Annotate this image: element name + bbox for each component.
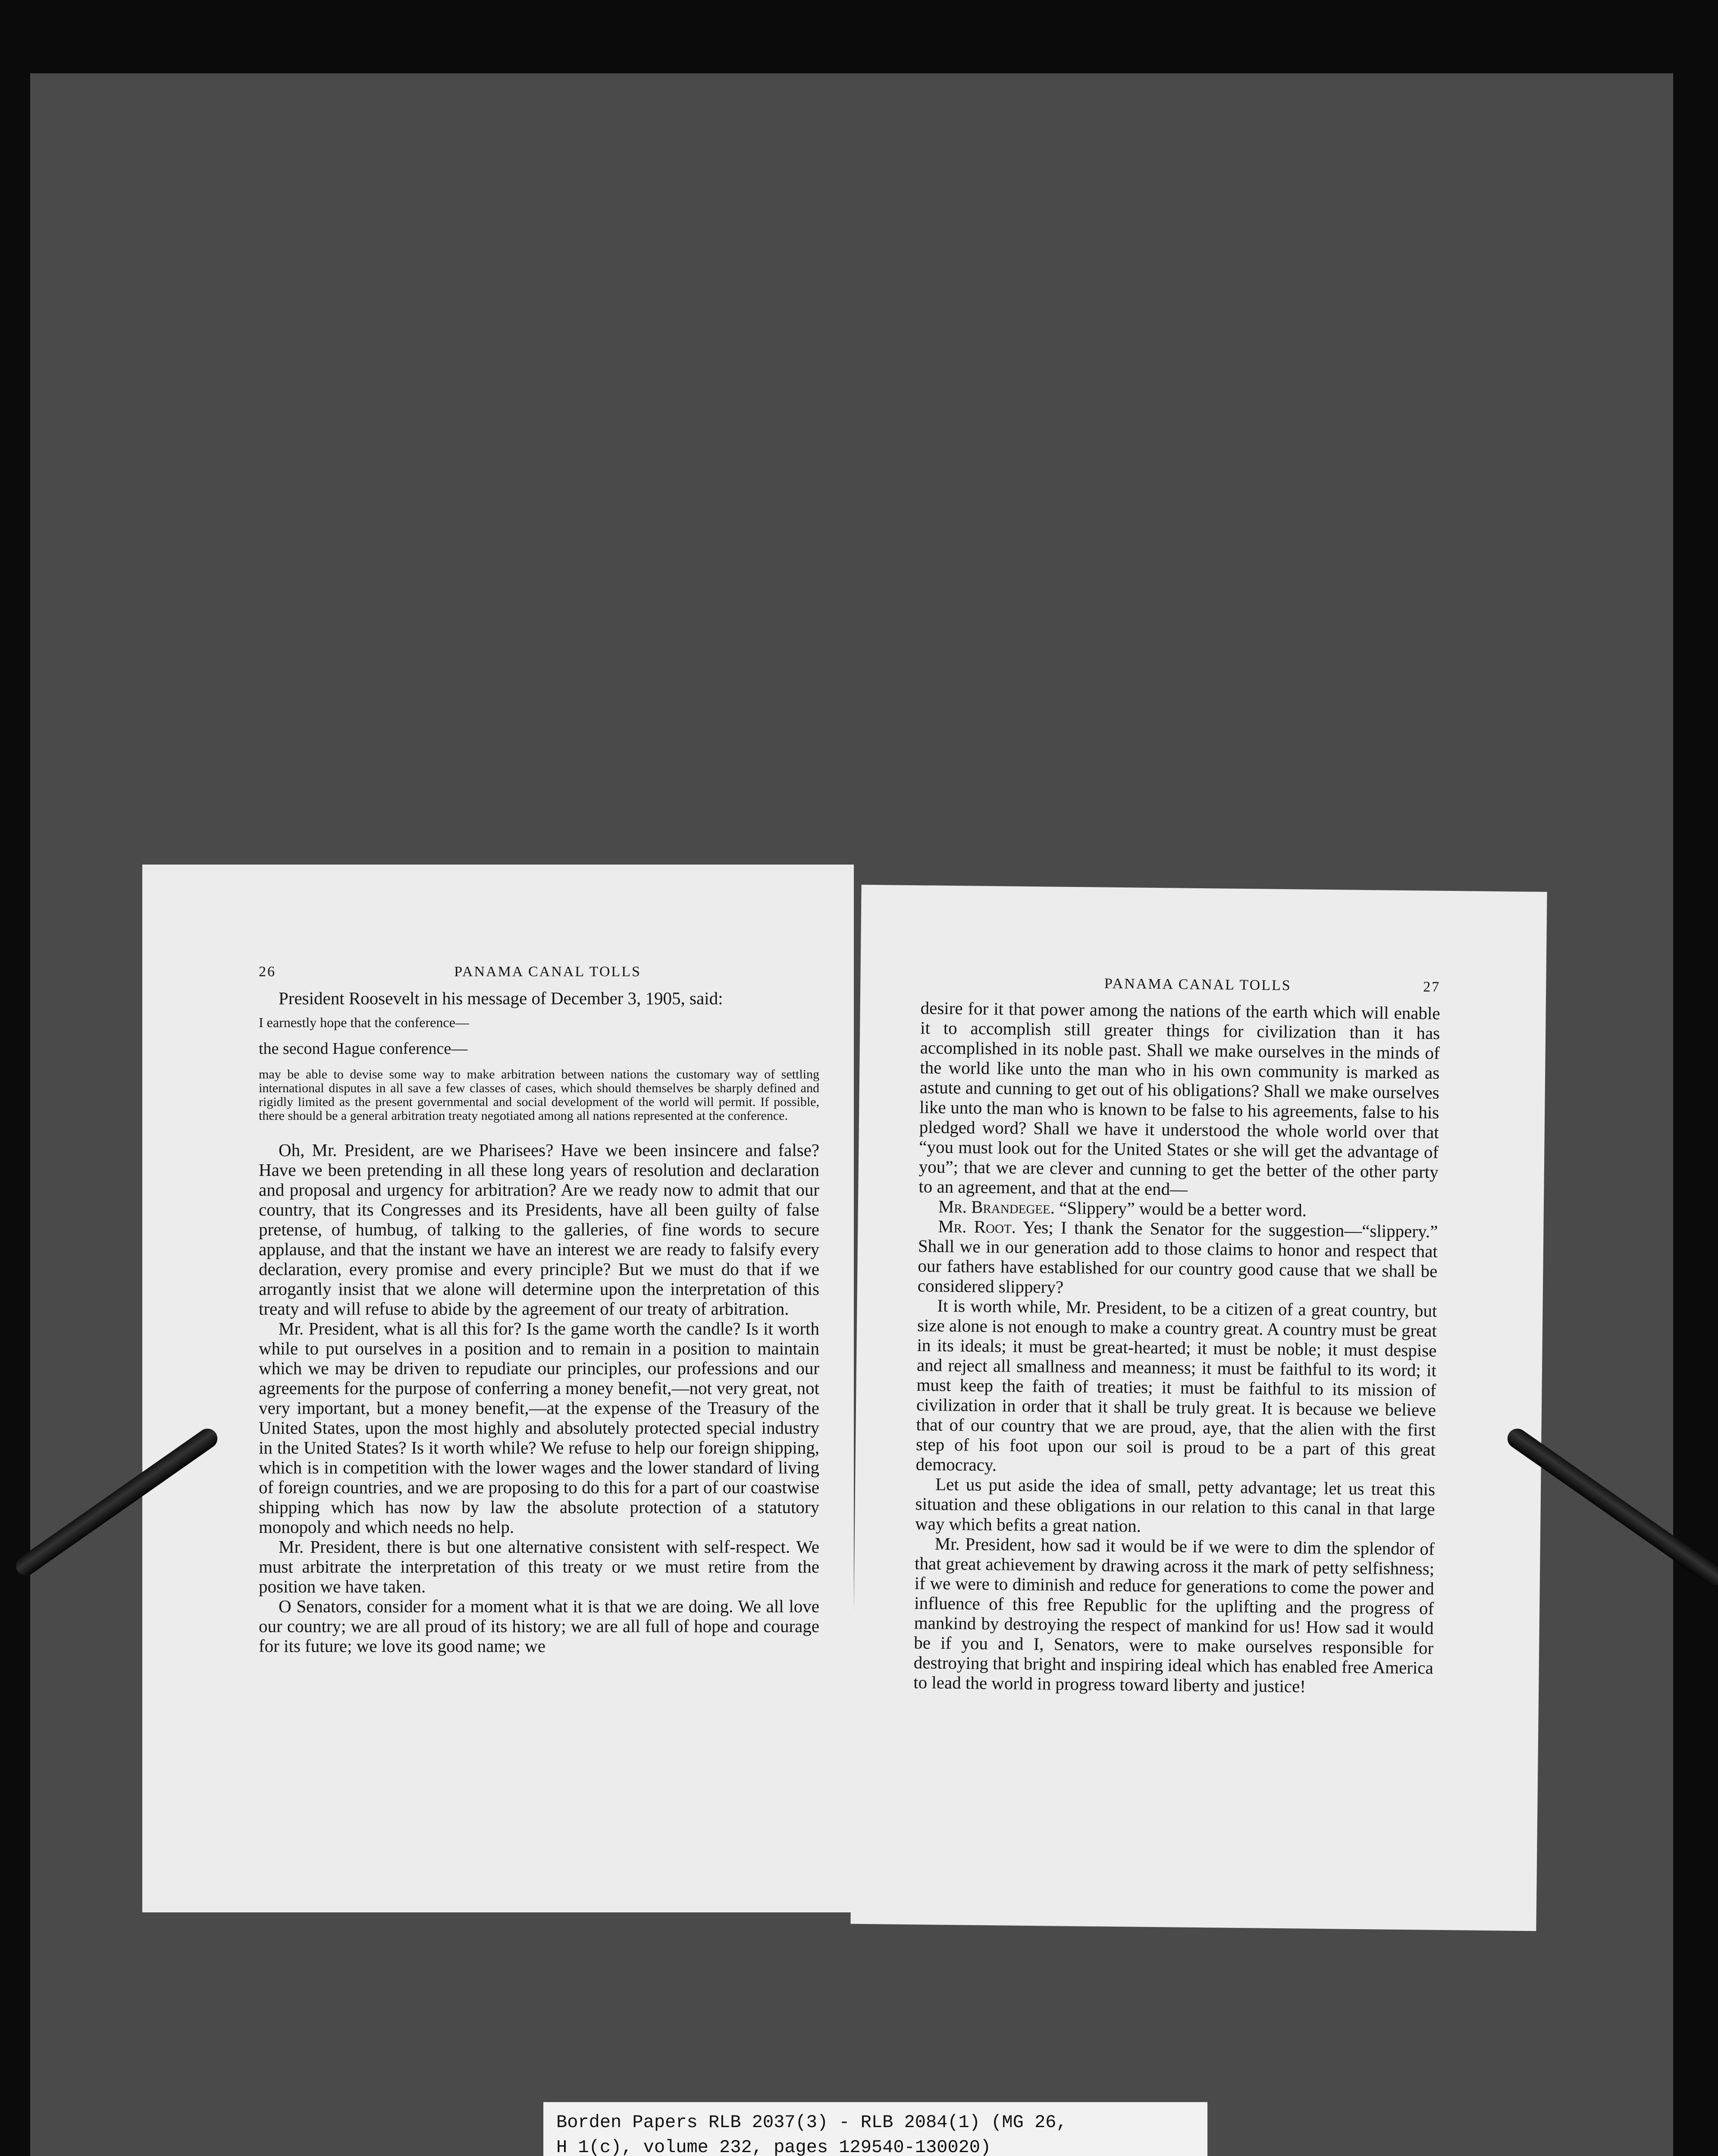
right-page-number: 27 xyxy=(1423,979,1441,995)
speaker-name: Mr. Root. xyxy=(938,1216,1016,1237)
left-paragraph: O Senators, consider for a moment what it is that we are doing. We all love our country; we are all proud of its history; we are all full of hope and courage for its future; we love its good name; we xyxy=(259,1596,819,1656)
right-page xyxy=(850,885,1547,1931)
left-paragraph: Oh, Mr. President, are we Pharisees? Have we been insincere and false? Have we been pretending in all these long years of resolution and declaration and proposal and urgency for arbitration? Are we ready now to admit that our country, that its Congresses and its Presidents, have all been guilty of false pretense, of humbug, of talking to the galleries, of fine words to secure applause, and that the instant we have an interest we are ready to falsify every declaration, every promise and every principle? But we must do that if we arrogantly insist that we alone will determine upon the interpretation of this treaty and will refuse to abide by the agreement of our treaty of arbitration. xyxy=(259,1140,819,1319)
right-paragraph: It is worth while, Mr. President, to be a citizen of a great country, but size alone is not enough to make a country great. A country must be great in its ideals; it must be great-hearted; it must be noble; it must despise and reject all smallness and meanness; it must be faithful to its word; it must keep the faith of treaties; it must be faithful to its mission of civilization in order that it shall be truly great. It is because we believe that of our country that we are proud, aye, that the alien with the first step of his foot upon our soil is proud to be a part of this great democracy. xyxy=(915,1295,1437,1475)
roosevelt-lead: President Roosevelt in his message of December 3, 1905, said: xyxy=(279,988,723,1008)
speaker-name: Mr. Brandegee. xyxy=(938,1196,1055,1218)
caption-line-1: Borden Papers RLB 2037(3) - RLB 2084(1) (MG 26, xyxy=(556,2112,1067,2133)
left-running-title: PANAMA CANAL TOLLS xyxy=(454,964,641,980)
right-running-head xyxy=(921,974,1440,996)
quote-block: may be able to devise some way to make arbitration between nations the customary way of settling international disputes in all save a few classes of cases, which should themselves be sharply defined and rigidly limited as the present governmental and social development of the world will permit. If possible, there should be a general arbitration treaty negotiated among all nations represented at the conference. xyxy=(259,1067,819,1123)
left-running-head xyxy=(259,964,819,980)
speaker-text: Yes; I thank the Senator for the suggestion—“slippery.” Shall we in our generation add to those claims to honor and respect that our fathers have established for our country good cause that we shall be considered slippery? xyxy=(917,1217,1438,1297)
quote-line-2: the second Hague conference— xyxy=(259,1040,468,1058)
left-paragraph: Mr. President, there is but one alternative consistent with self-respect. We must arbitrate the interpretation of this treaty or we must retire from the position we have taken. xyxy=(259,1537,819,1596)
caption-line-2: H 1(c), volume 232, pages 129540-130020) xyxy=(556,2137,991,2156)
right-running-title: PANAMA CANAL TOLLS xyxy=(1104,975,1292,994)
root-remark xyxy=(918,1216,1438,1301)
left-paragraph: Mr. President, what is all this for? Is the game worth the candle? Is it worth while to put ourselves in a position and to remain in a position to maintain which we may be driven to repudiate our principles, our professions and our agreements for the purpose of conferring a money benefit,—not very great, not very important, but a money benefit,—at the expense of the Treasury of the United States, upon the most highly and absolutely protected special industry in the United States? Is it worth while? We refuse to help our foreign shipping, which is in competition with the lower wages and the lower standard of living of foreign countries, and we are proposing to do this for a part of our coastwise shipping which has now by law the absolute protection of a statutory monopoly and which needs no help. xyxy=(259,1319,819,1537)
right-paragraph: Let us put aside the idea of small, petty advantage; let us treat this situation and these obligations in our relation to this canal in that large way which befits a great nation. xyxy=(915,1474,1436,1536)
speaker-text: “Slippery” would be a better word. xyxy=(1059,1197,1307,1220)
right-paragraph: Mr. President, how sad it would be if we were to dim the splendor of that great achievement by drawing across it the mark of petty selfishness; if we were to diminish and reduce for generations to come the power and influence of this free Republic for the uplifting and the progress of mankind by destroying the respect of mankind for us! How sad it would be if you and I, Senators, were to make ourselves responsible for destroying that bright and inspiring ideal which has enabled free America to lead the world in progress toward liberty and justice! xyxy=(913,1533,1435,1696)
reel-caption-label xyxy=(543,2102,1207,2156)
left-page-number: 26 xyxy=(259,964,276,980)
left-page xyxy=(142,865,854,1912)
right-paragraph: desire for it that power among the nations of the earth which will enable it to accomplish still greater things for civilization than it has accomplished in its noble past. Shall we make ourselves in the minds of the world like unto the man who in his own community is marked as astute and cunning to get out of his obligations? Shall we make ourselves like unto the man who is known to be false to his agreements, false to his pledged word? Shall we have it understood the whole world over that “you must look out for the United States or she will get the advantage of you”; that we are clever and cunning to get the better of the other party to an agreement, and that at the end— xyxy=(919,998,1440,1199)
quote-line-1: I earnestly hope that the conference— xyxy=(259,1015,469,1030)
